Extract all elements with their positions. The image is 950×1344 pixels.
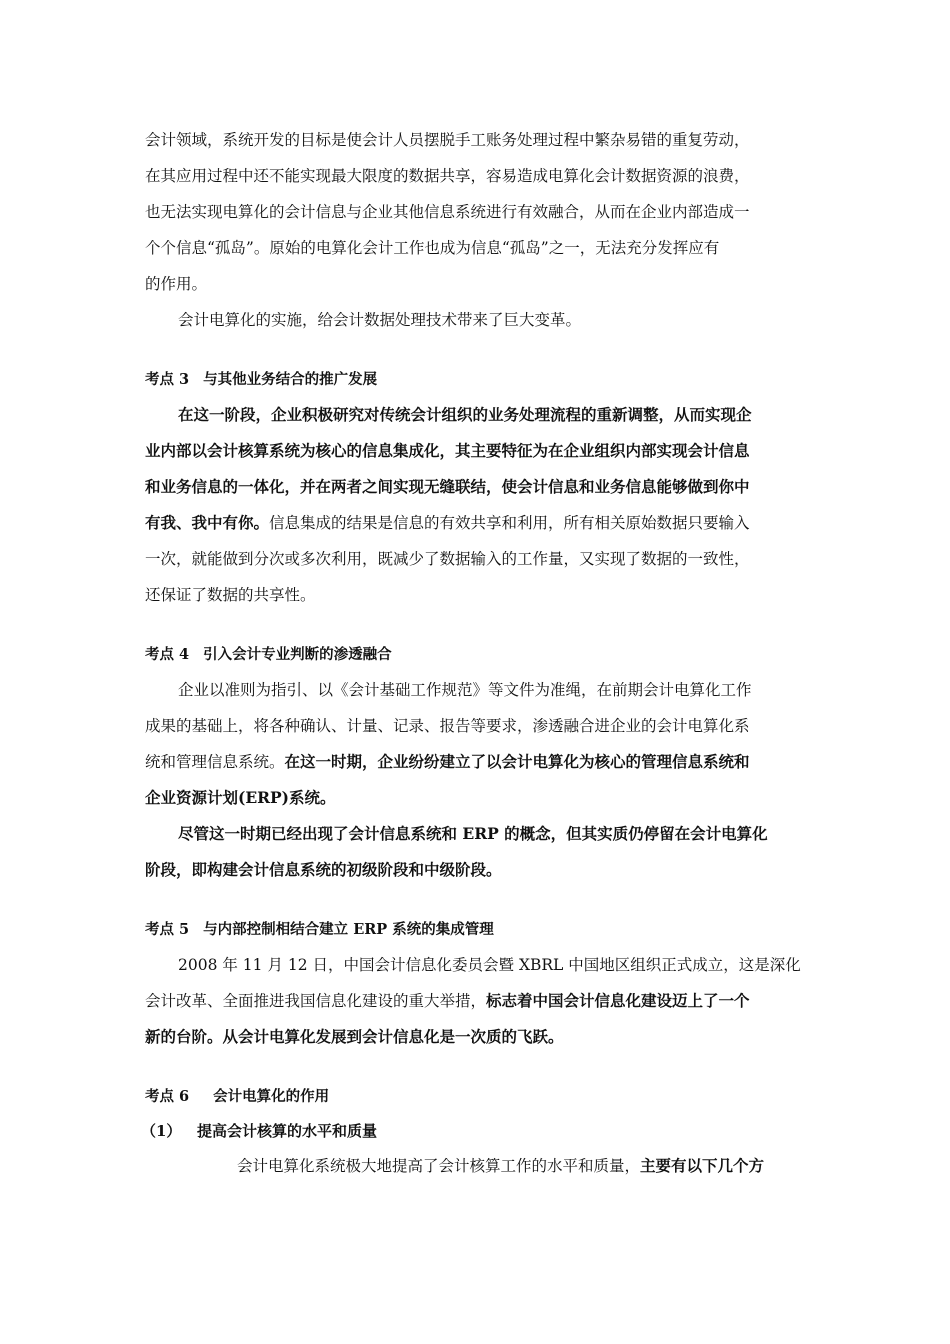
section-5-body xyxy=(145,947,805,1055)
section-heading-6 xyxy=(145,1080,805,1114)
document-body xyxy=(141,122,805,1184)
text-line xyxy=(145,1019,805,1055)
section-4-body xyxy=(145,672,805,888)
section-title: 与其他业务结合的推广发展 xyxy=(203,371,378,388)
paragraph-intro xyxy=(145,122,805,302)
text-line: 会计领域，系统开发的目标是使会计人员摆脱手工账务处理过程中繁杂易错的重复劳动， xyxy=(145,131,750,149)
text-line xyxy=(145,816,805,852)
bold-text: 企业资源计划(ERP)系统。 xyxy=(145,788,336,807)
normal-text: 统和管理信息系统。 xyxy=(145,753,285,771)
section-heading-4 xyxy=(145,638,805,672)
section-heading-5 xyxy=(145,913,805,947)
bold-text: 业内部以会计核算系统为核心的信息集成化，其主要特征为在企业组织内部实现会计信息 xyxy=(145,441,750,460)
section-heading-3 xyxy=(145,363,805,397)
text-line xyxy=(145,744,805,780)
bold-text: 标志着中国会计信息化建设迈上了一个 xyxy=(486,991,750,1010)
normal-text: 会计电算化系统极大地提高了会计核算工作的水平和质量， xyxy=(237,1157,641,1175)
normal-text: 会计改革、全面推进我国信息化建设的重大举措， xyxy=(145,992,487,1010)
text-line: 一次，就能做到分次或多次利用，既减少了数据输入的工作量，又实现了数据的一致性， xyxy=(145,550,750,568)
bold-text: 和业务信息的一体化，并在两者之间实现无缝联结，使会计信息和业务信息能够做到你中 xyxy=(145,477,750,496)
subsection-title: 提高会计核算的水平和质量 xyxy=(197,1122,378,1140)
text-line xyxy=(145,469,805,505)
text-line xyxy=(145,505,805,541)
text-line xyxy=(145,1148,805,1184)
text-line xyxy=(145,852,805,888)
text-line xyxy=(145,397,805,433)
text-line: 在其应用过程中还不能实现最大限度的数据共享，容易造成电算化会计数据资源的浪费， xyxy=(145,167,750,185)
paragraph-impact: 会计电算化的实施，给会计数据处理技术带来了巨大变革。 xyxy=(178,311,582,329)
text-line: 还保证了数据的共享性。 xyxy=(145,586,316,604)
section-title: 引入会计专业判断的渗透融合 xyxy=(203,646,392,663)
text-line: 2008 年 11 月 12 日，中国会计信息化委员会暨 XBRL 中国地区组织正式成立，这是深化 xyxy=(178,956,801,974)
text-line: 也无法实现电算化的会计信息与企业其他信息系统进行有效融合，从而在企业内部造成一 xyxy=(145,203,750,221)
section-title: 会计电算化的作用 xyxy=(213,1088,330,1105)
bold-text: 尽管这一时期已经出现了会计信息系统和 ERP 的概念，但其实质仍停留在会计电算化 xyxy=(178,824,768,843)
text-line xyxy=(145,983,805,1019)
text-line xyxy=(145,780,805,816)
section-title: 与内部控制相结合建立 ERP 系统的集成管理 xyxy=(203,921,494,938)
text-line: 个个信息“孤岛”。原始的电算化会计工作也成为信息“孤岛”之一，无法充分发挥应有 xyxy=(145,239,720,257)
section-number: 考点 3 xyxy=(145,371,190,388)
normal-text: 信息集成的结果是信息的有效共享和利用，所有相关原始数据只要输入 xyxy=(269,514,750,532)
bold-text: 在这一阶段，企业积极研究对传统会计组织的业务处理流程的重新调整，从而实现企 xyxy=(178,405,752,424)
text-line: 企业以准则为指引、以《会计基础工作规范》等文件为准绳，在前期会计电算化工作 xyxy=(178,681,752,699)
section-3-body xyxy=(145,397,805,613)
text-line: 成果的基础上，将各种确认、计量、记录、报告等要求，渗透融合进企业的会计电算化系 xyxy=(145,717,750,735)
bold-text: 在这一时期，企业纷纷建立了以会计电算化为核心的管理信息系统和 xyxy=(284,752,750,771)
bold-text: 有我、我中有你。 xyxy=(145,513,270,532)
text-line xyxy=(145,433,805,469)
section-number: 考点 4 xyxy=(145,646,190,663)
section-number: 考点 6 xyxy=(145,1088,190,1105)
subsection-number: （1） xyxy=(141,1122,182,1140)
bold-text: 阶段，即构建会计信息系统的初级阶段和中级阶段。 xyxy=(145,860,502,879)
subsection-heading-1 xyxy=(141,1114,805,1148)
bold-text: 主要有以下几个方 xyxy=(640,1156,765,1175)
section-number: 考点 5 xyxy=(145,921,190,938)
bold-text: 新的台阶。从会计电算化发展到会计信息化是一次质的飞跃。 xyxy=(145,1027,564,1046)
text-line: 的作用。 xyxy=(145,275,208,293)
